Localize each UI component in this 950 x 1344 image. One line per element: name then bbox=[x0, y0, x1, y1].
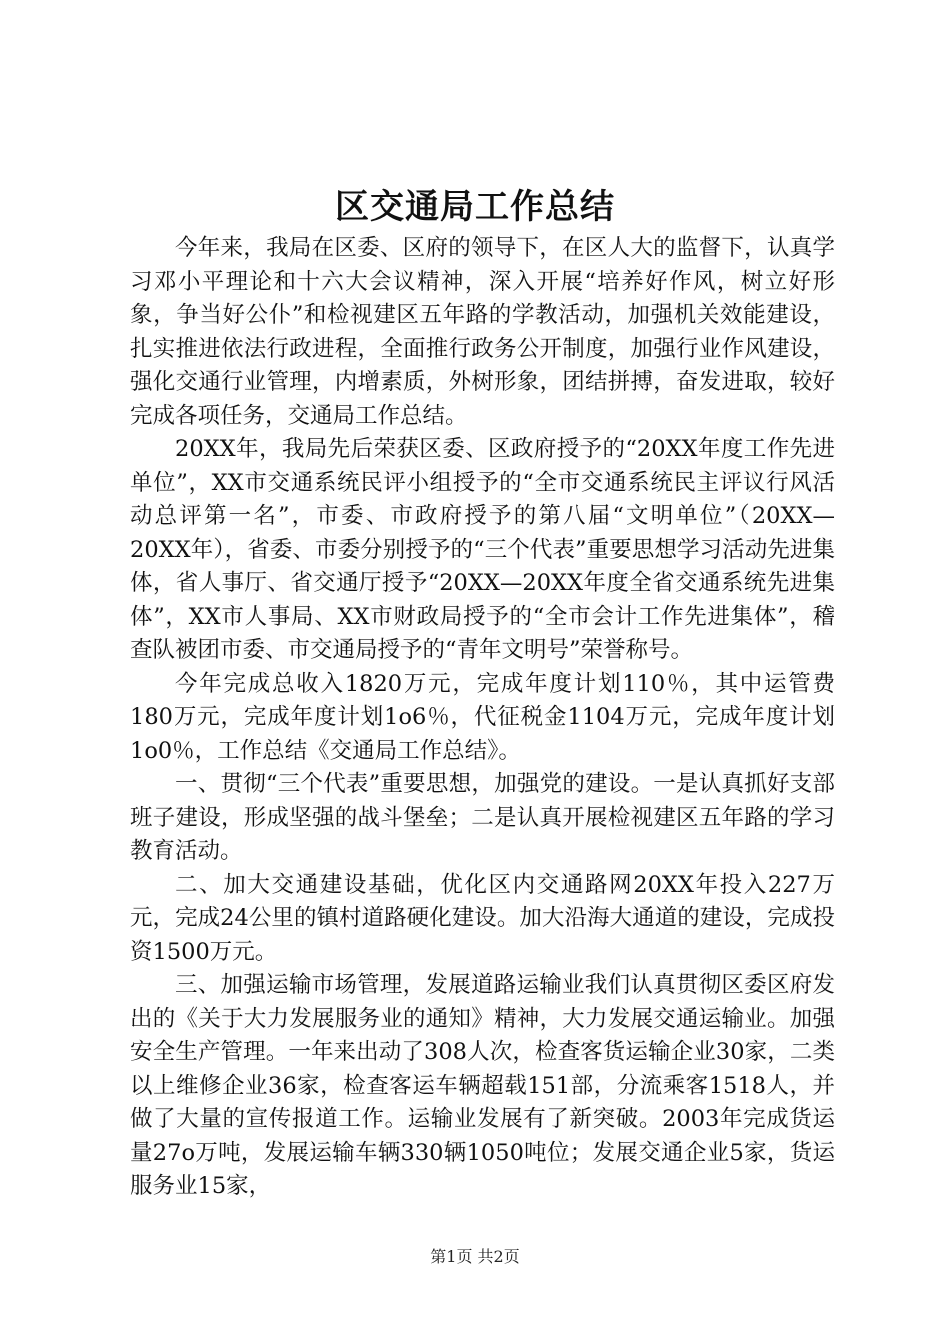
paragraph-revenue: 今年完成总收入1820万元，完成年度计划110％，其中运管费180万元，完成年度计划1o6％，代征税金1104万元，完成年度计划1o0％，工作总结《交通局工作总结》。 bbox=[130, 670, 835, 764]
paragraph-section-two: 二、加大交通建设基础，优化区内交通路网20XX年投入227万元，完成24公里的镇村道路硬化建设。加大沿海大通道的建设，完成投资1500万元。 bbox=[130, 871, 835, 965]
paragraph-section-one: 一、贯彻“三个代表”重要思想，加强党的建设。一是认真抓好支部班子建设，形成坚强的战斗堡垒；二是认真开展检视建区五年路的学习教育活动。 bbox=[130, 771, 835, 864]
paragraph-honors: 20XX年，我局先后荣获区委、区政府授予的“20XX年度工作先进单位”，XX市交通系统民评小组授予的“全市交通系统民主评议行风活动总评第一名”，市委、市政府授予的第八届“文明单位”（20XX—20XX年），省委、市委分别授予的“三个代表”重要思想学习活动先进集体，省人事厅、省交通厅授予“20XX—20XX年度全省交通系统先进集体”，XX市人事局、XX市财政局授予的“全市会计工作先进集体”，稽查队被团市委、市交通局授予的“青年文明号”荣誉称号。 bbox=[130, 436, 835, 663]
paragraph-intro: 今年来，我局在区委、区府的领导下，在区人大的监督下，认真学习邓小平理论和十六大会议精神，深入开展“培养好作风，树立好形象，争当好公仆”和检视建区五年路的学教活动，加强机关效能建设，扎实推进依法行政进程，全面推行政务公开制度，加强行业作风建设，强化交通行业管理，内增素质，外树形象，团结拼搏，奋发进取，较好完成各项任务，交通局工作总结。 bbox=[130, 235, 835, 429]
document-body bbox=[130, 232, 835, 1204]
page-number-footer: 第1页 共2页 bbox=[430, 1247, 520, 1266]
paragraph-section-three: 三、加强运输市场管理，发展道路运输业我们认真贯彻区委区府发出的《关于大力发展服务业的通知》精神，大力发展交通运输业。加强安全生产管理。一年来出动了308人次，检查客货运输企业30家，二类以上维修企业36家，检查客运车辆超载151部，分流乘客1518人，并做了大量的宣传报道工作。运输业发展有了新突破。2003年完成货运量27o万吨，发展运输车辆330辆1050吨位；发展交通企业5家，货运服务业15家， bbox=[130, 972, 835, 1199]
document-title: 区交通局工作总结 bbox=[335, 187, 615, 227]
